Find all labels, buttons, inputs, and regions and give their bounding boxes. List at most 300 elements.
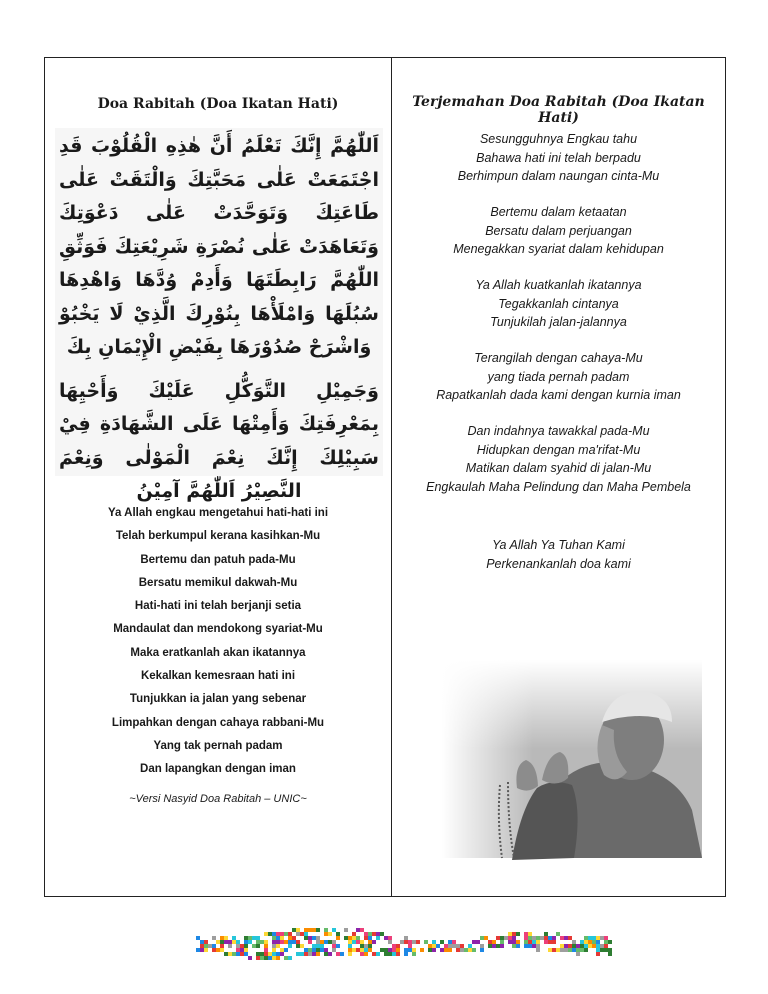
ornament-pixel bbox=[476, 940, 480, 944]
ornament-pixel bbox=[508, 940, 512, 944]
ornament-pixel bbox=[384, 952, 388, 956]
ornament-pixel bbox=[604, 936, 608, 940]
ornament-pixel bbox=[540, 936, 544, 940]
ornament-pixel bbox=[584, 940, 588, 944]
ornament-pixel bbox=[308, 948, 312, 952]
ornament-pixel bbox=[596, 936, 600, 940]
ornament-pixel bbox=[336, 952, 340, 956]
ornament-pixel bbox=[240, 948, 244, 952]
ornament-pixel bbox=[368, 944, 372, 948]
ornament-pixel bbox=[220, 936, 224, 940]
ornament-pixel bbox=[348, 940, 352, 944]
ornament-pixel bbox=[512, 936, 516, 940]
ornament-pixel bbox=[516, 944, 520, 948]
ornament-pixel bbox=[276, 940, 280, 944]
ornament-pixel bbox=[512, 940, 516, 944]
ornament-pixel bbox=[324, 928, 328, 932]
ornament-pixel bbox=[276, 952, 280, 956]
ornament-pixel bbox=[452, 944, 456, 948]
ornament-pixel bbox=[252, 936, 256, 940]
ornament-pixel bbox=[564, 936, 568, 940]
ornament-pixel bbox=[308, 928, 312, 932]
ornament-pixel bbox=[232, 952, 236, 956]
ornament-pixel bbox=[528, 940, 532, 944]
ornament-pixel bbox=[412, 940, 416, 944]
ornament-pixel bbox=[204, 940, 208, 944]
ornament-pixel bbox=[212, 936, 216, 940]
ornament-pixel bbox=[272, 944, 276, 948]
ornament-pixel bbox=[324, 932, 328, 936]
ornament-pixel bbox=[200, 940, 204, 944]
ornament-pixel bbox=[284, 956, 288, 960]
ornament-pixel bbox=[296, 952, 300, 956]
ornament-pixel bbox=[292, 936, 296, 940]
ornament-pixel bbox=[392, 944, 396, 948]
ornament-pixel bbox=[248, 940, 252, 944]
ornament-pixel bbox=[276, 944, 280, 948]
ornament-pixel bbox=[528, 944, 532, 948]
ornament-pixel bbox=[360, 940, 364, 944]
ornament-pixel bbox=[224, 952, 228, 956]
ornament-pixel bbox=[536, 944, 540, 948]
ornament-pixel bbox=[532, 944, 536, 948]
ornament-pixel bbox=[412, 948, 416, 952]
arabic-paragraph-2: وَجَمِيْلِ التَّوَكُّلِ عَلَيْكَ وَأَحْيِهَا بِمَعْرِفَتِكَ وَأَمِتْهَا عَلَى الشَّهَادَةِ فِيْ سَبِيْلِكَ إِنَّكَ نِعْمَ الْمَوْلٰى وَنِعْمَ النَّصِيْرُ اَللّٰهُمَّ آمِيْنُ bbox=[59, 379, 379, 502]
nasyid-line: Tunjukkan ia jalan yang sebenar bbox=[129, 693, 307, 706]
ornament-pixel bbox=[492, 940, 496, 944]
ornament-pixel bbox=[264, 932, 268, 936]
ornament-pixel bbox=[508, 932, 512, 936]
ornament-pixel bbox=[544, 940, 548, 944]
ornament-pixel bbox=[356, 928, 360, 932]
ornament-pixel bbox=[292, 940, 296, 944]
ornament-pixel bbox=[296, 944, 300, 948]
ornament-pixel bbox=[228, 952, 232, 956]
translation-line: Engkaulah Maha Pelindung dan Maha Pembela bbox=[426, 479, 691, 494]
ornament-pixel bbox=[592, 940, 596, 944]
ornament-pixel bbox=[200, 948, 204, 952]
closing-line: Perkenankanlah doa kami bbox=[486, 556, 631, 571]
ornament-pixel bbox=[324, 940, 328, 944]
ornament-pixel bbox=[328, 932, 332, 936]
ornament-pixel bbox=[432, 948, 436, 952]
ornament-pixel bbox=[372, 952, 376, 956]
ornament-pixel bbox=[600, 944, 604, 948]
ornament-pixel bbox=[584, 936, 588, 940]
ornament-pixel bbox=[204, 944, 208, 948]
ornament-pixel bbox=[276, 932, 280, 936]
ornament-pixel bbox=[572, 944, 576, 948]
translation-line: Terangilah dengan cahaya-Mu bbox=[474, 351, 643, 365]
translation-stanza bbox=[392, 422, 725, 496]
ornament-pixel bbox=[260, 940, 264, 944]
ornament-pixel bbox=[608, 948, 612, 952]
ornament-pixel bbox=[340, 952, 344, 956]
ornament-pixel bbox=[388, 948, 392, 952]
ornament-pixel bbox=[416, 940, 420, 944]
translation-line: Menegakkan syariat dalam kehidupan bbox=[453, 242, 664, 256]
ornament-pixel bbox=[344, 936, 348, 940]
ornament-pixel bbox=[360, 952, 364, 956]
ornament-pixel bbox=[604, 940, 608, 944]
floral-border-ornament bbox=[196, 920, 610, 964]
ornament-pixel bbox=[316, 952, 320, 956]
ornament-pixel bbox=[408, 948, 412, 952]
ornament-pixel bbox=[320, 948, 324, 952]
arabic-paragraph-1: اَللّٰهُمَّ إِنَّكَ تَعْلَمُ أَنَّ هٰذِهِ الْقُلُوْبَ قَدِ اجْتَمَعَتْ عَلٰى مَحَبَّتِكَ وَالْتَقَتْ عَلٰى طَاعَتِكَ وَتَوَحَّدَتْ عَلٰى دَعْوَتِكَ وَتَعَاهَدَتْ عَلٰى نُصْرَةِ شَرِيْعَتِكَ فَوَثِّقِ اللّٰهُمَّ رَابِطَتَهَا وَأَدِمْ وُدَّهَا وَاهْدِهَا سُبُلَهَا وَامْلَأْهَا بِنُوْرِكَ الَّذِيْ لَا يَخْبُوْ وَاشْرَحْ صُدُوْرَهَا بِفَيْضِ الْإِيْمَانِ بِكَ bbox=[59, 135, 379, 358]
translation-line: Hidupkan dengan ma'rifat-Mu bbox=[476, 442, 641, 457]
ornament-pixel bbox=[432, 940, 436, 944]
ornament-pixel bbox=[380, 932, 384, 936]
ornament-pixel bbox=[376, 952, 380, 956]
ornament-pixel bbox=[300, 932, 304, 936]
ornament-pixel bbox=[240, 952, 244, 956]
ornament-pixel bbox=[440, 948, 444, 952]
ornament-pixel bbox=[468, 944, 472, 948]
translation-line: Tegakkanlah cintanya bbox=[498, 296, 619, 311]
ornament-pixel bbox=[576, 952, 580, 956]
ornament-pixel bbox=[348, 952, 352, 956]
ornament-pixel bbox=[300, 952, 304, 956]
ornament-pixel bbox=[272, 956, 276, 960]
ornament-pixel bbox=[228, 944, 232, 948]
ornament-pixel bbox=[264, 952, 268, 956]
ornament-pixel bbox=[304, 952, 308, 956]
ornament-pixel bbox=[596, 940, 600, 944]
ornament-pixel bbox=[300, 944, 304, 948]
ornament-pixel bbox=[304, 928, 308, 932]
ornament-pixel bbox=[404, 936, 408, 940]
translation-line: Matikan dalam syahid di jalan-Mu bbox=[465, 461, 652, 475]
ornament-pixel bbox=[276, 956, 280, 960]
ornament-pixel bbox=[280, 940, 284, 944]
page-frame bbox=[44, 57, 726, 897]
translation-line: Ya Allah kuatkanlah ikatannya bbox=[475, 278, 642, 292]
ornament-pixel bbox=[236, 944, 240, 948]
ornament-pixel bbox=[196, 936, 200, 940]
ornament-pixel bbox=[420, 948, 424, 952]
ornament-pixel bbox=[236, 952, 240, 956]
nasyid-lyrics bbox=[45, 502, 391, 782]
ornament-pixel bbox=[356, 936, 360, 940]
ornament-pixel bbox=[596, 948, 600, 952]
ornament-pixel bbox=[472, 948, 476, 952]
ornament-pixel bbox=[564, 944, 568, 948]
ornament-pixel bbox=[536, 936, 540, 940]
ornament-pixel bbox=[264, 944, 268, 948]
nasyid-line: Bersatu memikul dakwah-Mu bbox=[138, 576, 298, 589]
ornament-pixel bbox=[260, 956, 264, 960]
ornament-pixel bbox=[280, 948, 284, 952]
ornament-pixel bbox=[500, 940, 504, 944]
ornament-pixel bbox=[608, 940, 612, 944]
ornament-pixel bbox=[492, 944, 496, 948]
ornament-pixel bbox=[232, 940, 236, 944]
ornament-pixel bbox=[480, 944, 484, 948]
ornament-pixel bbox=[264, 940, 268, 944]
ornament-pixel bbox=[460, 948, 464, 952]
ornament-pixel bbox=[248, 956, 252, 960]
ornament-pixel bbox=[584, 948, 588, 952]
translation-line: Dan indahnya tawakkal pada-Mu bbox=[467, 424, 650, 438]
ornament-pixel bbox=[432, 944, 436, 948]
ornament-pixel bbox=[316, 948, 320, 952]
ornament-pixel bbox=[240, 944, 244, 948]
ornament-pixel bbox=[296, 928, 300, 932]
ornament-pixel bbox=[364, 936, 368, 940]
ornament-pixel bbox=[404, 952, 408, 956]
ornament-pixel bbox=[248, 936, 252, 940]
ornament-pixel bbox=[368, 940, 372, 944]
ornament-pixel bbox=[264, 956, 268, 960]
ornament-pixel bbox=[316, 944, 320, 948]
ornament-pixel bbox=[360, 948, 364, 952]
left-column bbox=[45, 58, 391, 896]
ornament-pixel bbox=[516, 932, 520, 936]
ornament-pixel bbox=[324, 952, 328, 956]
ornament-pixel bbox=[564, 948, 568, 952]
ornament-pixel bbox=[588, 936, 592, 940]
ornament-pixel bbox=[256, 944, 260, 948]
ornament-pixel bbox=[212, 944, 216, 948]
ornament-pixel bbox=[592, 944, 596, 948]
ornament-pixel bbox=[584, 944, 588, 948]
ornament-pixel bbox=[368, 932, 372, 936]
translation-stanza bbox=[392, 203, 725, 259]
nasyid-line: Kekalkan kemesraan hati ini bbox=[140, 670, 296, 683]
ornament-pixel bbox=[332, 944, 336, 948]
ornament-pixel bbox=[600, 948, 604, 952]
ornament-pixel bbox=[464, 948, 468, 952]
ornament-pixel bbox=[256, 956, 260, 960]
ornament-pixel bbox=[296, 932, 300, 936]
ornament-pixel bbox=[360, 944, 364, 948]
nasyid-line: Dan lapangkan dengan iman bbox=[140, 763, 296, 776]
nasyid-line: Ya Allah engkau mengetahui hati-hati ini bbox=[107, 507, 329, 519]
ornament-pixel bbox=[284, 940, 288, 944]
ornament-pixel bbox=[316, 928, 320, 932]
ornament-pixel bbox=[548, 936, 552, 940]
ornament-pixel bbox=[424, 940, 428, 944]
ornament-pixel bbox=[516, 940, 520, 944]
ornament-pixel bbox=[256, 936, 260, 940]
ornament-pixel bbox=[560, 944, 564, 948]
ornament-pixel bbox=[500, 944, 504, 948]
ornament-pixel bbox=[392, 948, 396, 952]
closing-text bbox=[392, 536, 725, 573]
ornament-pixel bbox=[524, 936, 528, 940]
ornament-pixel bbox=[572, 948, 576, 952]
ornament-pixel bbox=[244, 952, 248, 956]
ornament-pixel bbox=[532, 940, 536, 944]
ornament-pixel bbox=[232, 936, 236, 940]
ornament-pixel bbox=[556, 932, 560, 936]
ornament-pixel bbox=[364, 952, 368, 956]
translation-line: Berhimpun dalam naungan cinta-Mu bbox=[457, 169, 660, 183]
ornament-pixel bbox=[580, 940, 584, 944]
right-column bbox=[392, 58, 725, 896]
ornament-pixel bbox=[332, 940, 336, 944]
ornament-pixel bbox=[284, 948, 288, 952]
ornament-pixel bbox=[552, 936, 556, 940]
ornament-pixel bbox=[312, 952, 316, 956]
ornament-pixel bbox=[200, 944, 204, 948]
ornament-pixel bbox=[524, 932, 528, 936]
ornament-pixel bbox=[556, 948, 560, 952]
ornament-pixel bbox=[448, 940, 452, 944]
ornament-pixel bbox=[456, 944, 460, 948]
ornament-pixel bbox=[596, 952, 600, 956]
ornament-pixel bbox=[268, 932, 272, 936]
ornament-pixel bbox=[600, 936, 604, 940]
ornament-pixel bbox=[376, 932, 380, 936]
ornament-pixel bbox=[428, 944, 432, 948]
ornament-pixel bbox=[608, 952, 612, 956]
ornament-pixel bbox=[500, 936, 504, 940]
ornament-pixel bbox=[536, 940, 540, 944]
ornament-pixel bbox=[408, 944, 412, 948]
nasyid-line: Telah berkumpul kerana kasihkan-Mu bbox=[115, 530, 321, 543]
ornament-pixel bbox=[444, 948, 448, 952]
ornament-pixel bbox=[272, 932, 276, 936]
ornament-pixel bbox=[312, 948, 316, 952]
ornament-pixel bbox=[288, 940, 292, 944]
ornament-pixel bbox=[280, 952, 284, 956]
ornament-pixel bbox=[260, 952, 264, 956]
ornament-pixel bbox=[348, 944, 352, 948]
ornament-pixel bbox=[488, 944, 492, 948]
ornament-pixel bbox=[304, 932, 308, 936]
ornament-pixel bbox=[440, 940, 444, 944]
ornament-pixel bbox=[328, 952, 332, 956]
ornament-pixel bbox=[448, 944, 452, 948]
ornament-pixel bbox=[484, 936, 488, 940]
ornament-pixel bbox=[524, 940, 528, 944]
ornament-pixel bbox=[552, 948, 556, 952]
ornament-pixel bbox=[196, 948, 200, 952]
ornament-pixel bbox=[320, 944, 324, 948]
ornament-pixel bbox=[596, 944, 600, 948]
ornament-pixel bbox=[364, 944, 368, 948]
ornament-pixel bbox=[276, 936, 280, 940]
ornament-pixel bbox=[460, 944, 464, 948]
nasyid-line: Bertemu dan patuh pada-Mu bbox=[140, 553, 296, 566]
translation-text bbox=[392, 130, 725, 514]
ornament-pixel bbox=[568, 936, 572, 940]
ornament-pixel bbox=[508, 936, 512, 940]
ornament-pixel bbox=[588, 944, 592, 948]
ornament-pixel bbox=[360, 928, 364, 932]
ornament-pixel bbox=[548, 940, 552, 944]
ornament-pixel bbox=[376, 936, 380, 940]
ornament-pixel bbox=[252, 944, 256, 948]
ornament-pixel bbox=[236, 948, 240, 952]
ornament-pixel bbox=[480, 948, 484, 952]
ornament-pixel bbox=[332, 948, 336, 952]
arabic-prayer-text bbox=[55, 128, 383, 502]
ornament-pixel bbox=[308, 940, 312, 944]
ornament-pixel bbox=[292, 928, 296, 932]
ornament-pixel bbox=[412, 952, 416, 956]
ornament-pixel bbox=[448, 948, 452, 952]
ornament-pixel bbox=[356, 948, 360, 952]
ornament-pixel bbox=[604, 944, 608, 948]
nasyid-line: Mandaulat dan mendokong syariat-Mu bbox=[113, 623, 323, 636]
ornament-pixel bbox=[320, 940, 324, 944]
ornament-pixel bbox=[580, 944, 584, 948]
ornament-pixel bbox=[272, 952, 276, 956]
right-title: Terjemahan Doa Rabitah (Doa Ikatan Hati) bbox=[412, 94, 705, 126]
ornament-pixel bbox=[396, 944, 400, 948]
ornament-pixel bbox=[288, 932, 292, 936]
ornament-pixel bbox=[436, 944, 440, 948]
ornament-pixel bbox=[312, 936, 316, 940]
ornament-pixel bbox=[352, 948, 356, 952]
ornament-pixel bbox=[388, 952, 392, 956]
ornament-pixel bbox=[272, 948, 276, 952]
ornament-pixel bbox=[568, 944, 572, 948]
translation-line: Sesungguhnya Engkau tahu bbox=[479, 132, 638, 146]
ornament-pixel bbox=[388, 940, 392, 944]
ornament-pixel bbox=[552, 940, 556, 944]
ornament-pixel bbox=[528, 936, 532, 940]
ornament-pixel bbox=[336, 932, 340, 936]
ornament-pixel bbox=[372, 932, 376, 936]
ornament-pixel bbox=[216, 940, 220, 944]
ornament-pixel bbox=[272, 940, 276, 944]
ornament-pixel bbox=[348, 936, 352, 940]
ornament-pixel bbox=[452, 940, 456, 944]
ornament-pixel bbox=[572, 940, 576, 944]
ornament-pixel bbox=[224, 940, 228, 944]
ornament-pixel bbox=[244, 944, 248, 948]
ornament-pixel bbox=[220, 940, 224, 944]
ornament-pixel bbox=[204, 948, 208, 952]
ornament-pixel bbox=[392, 952, 396, 956]
ornament-pixel bbox=[524, 944, 528, 948]
ornament-pixel bbox=[532, 936, 536, 940]
nasyid-credit: ~Versi Nasyid Doa Rabitah – UNIC~ bbox=[129, 793, 307, 805]
ornament-pixel bbox=[288, 944, 292, 948]
ornament-pixel bbox=[456, 948, 460, 952]
ornament-pixel bbox=[580, 948, 584, 952]
ornament-pixel bbox=[316, 940, 320, 944]
ornament-pixel bbox=[472, 940, 476, 944]
ornament-pixel bbox=[512, 944, 516, 948]
nasyid-line: Yang tak pernah padam bbox=[153, 739, 283, 752]
ornament-pixel bbox=[244, 936, 248, 940]
ornament-pixel bbox=[288, 936, 292, 940]
ornament-pixel bbox=[528, 932, 532, 936]
ornament-pixel bbox=[216, 948, 220, 952]
ornament-pixel bbox=[280, 932, 284, 936]
praying-man-photo bbox=[442, 660, 702, 858]
nasyid-line: Hati-hati ini telah berjanji setia bbox=[134, 600, 302, 613]
ornament-pixel bbox=[308, 936, 312, 940]
ornament-pixel bbox=[560, 936, 564, 940]
ornament-pixel bbox=[544, 932, 548, 936]
ornament-pixel bbox=[592, 936, 596, 940]
ornament-pixel bbox=[388, 936, 392, 940]
translation-stanza bbox=[392, 130, 725, 186]
ornament-pixel bbox=[544, 936, 548, 940]
ornament-pixel bbox=[304, 948, 308, 952]
ornament-pixel bbox=[488, 940, 492, 944]
ornament-pixel bbox=[268, 952, 272, 956]
ornament-pixel bbox=[384, 948, 388, 952]
ornament-pixel bbox=[548, 948, 552, 952]
ornament-pixel bbox=[224, 936, 228, 940]
